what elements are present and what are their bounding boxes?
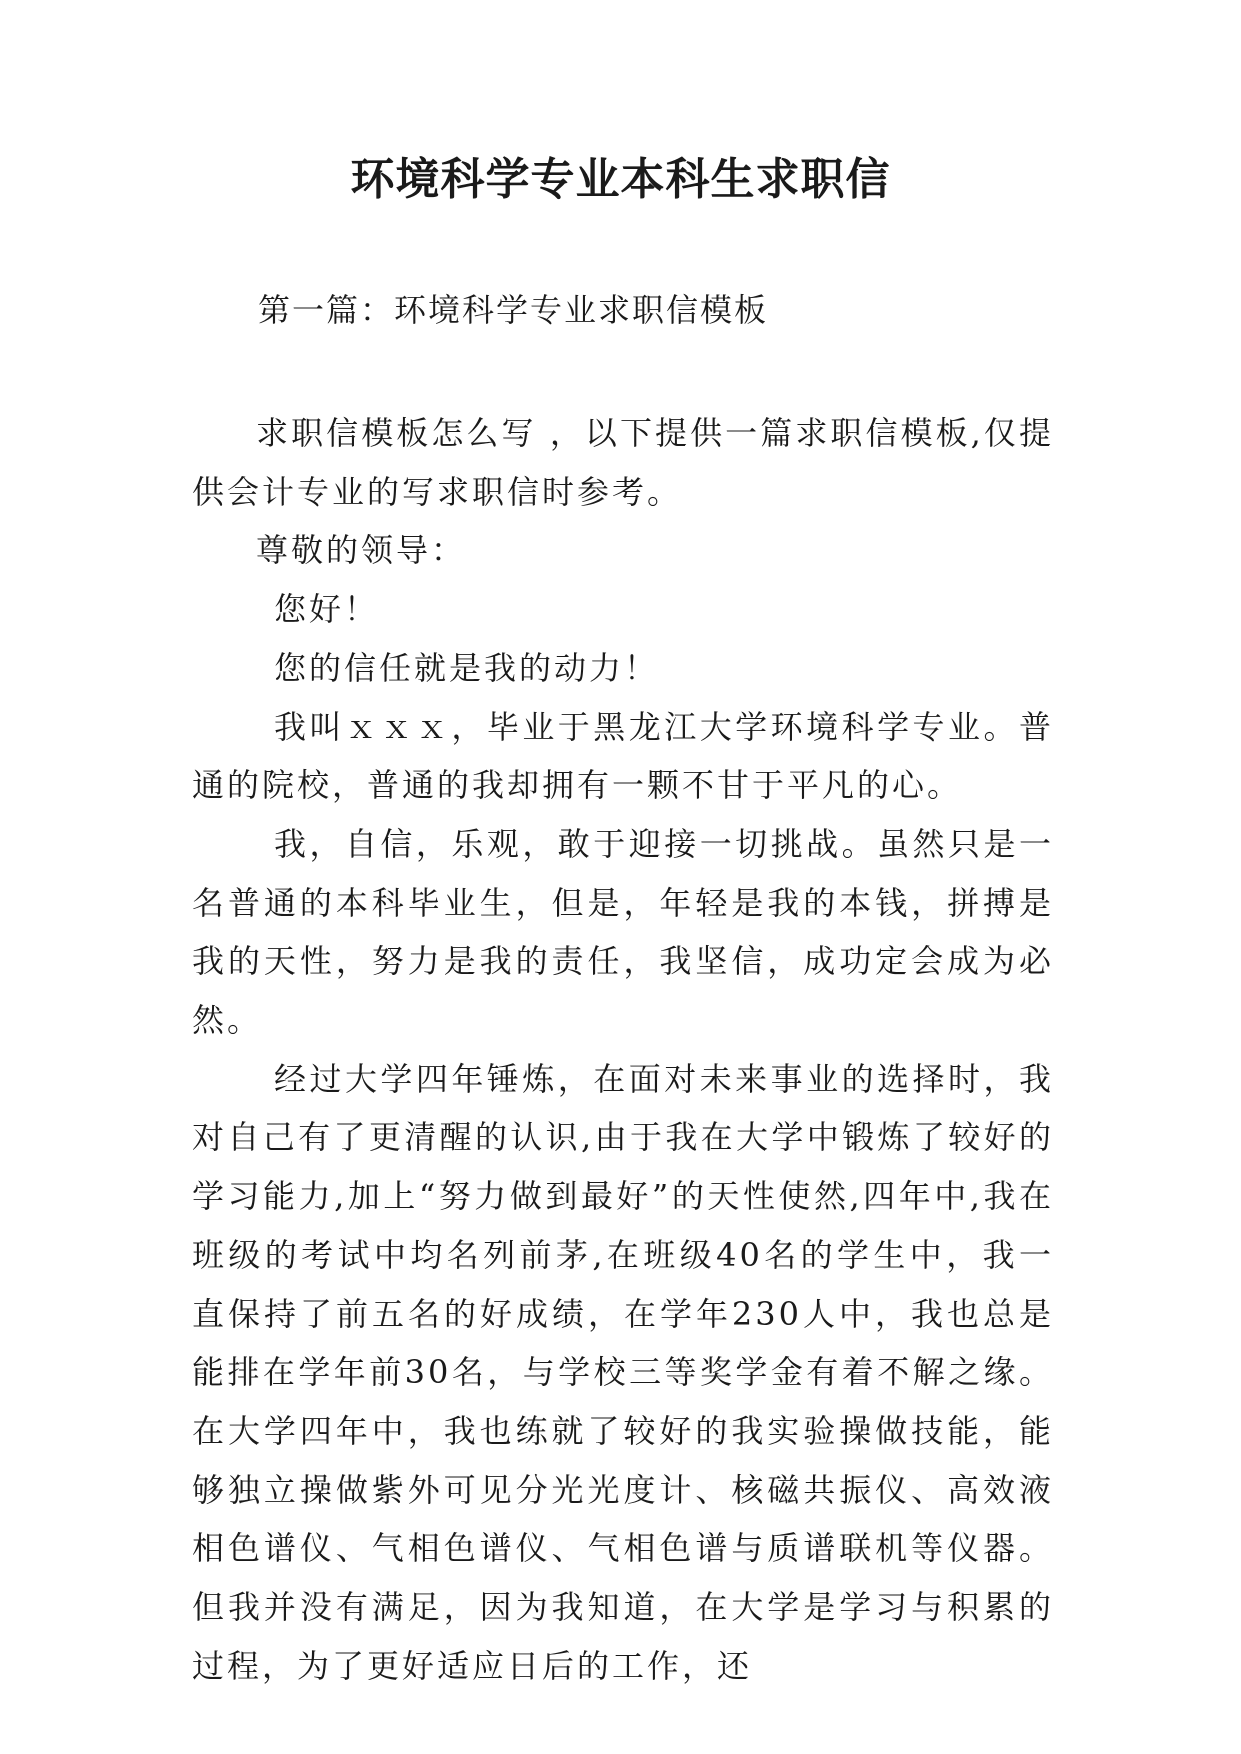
personality-paragraph: 我，自信，乐观，敢于迎接一切挑战。虽然只是一名普通的本科毕业生，但是，年轻是我的本钱，拼搏是我的天性，努力是我的责任，我坚信，成功定会成为必然。 xyxy=(192,824,1054,1040)
experience-paragraph: 经过大学四年锤炼，在面对未来事业的选择时，我对自己有了更清醒的认识,由于我在大学中锻炼了较好的学习能力,加上“努力做到最好”的天性使然,四年中,我在班级的考试中均名列前茅,在班级40名的学生中，我一直保持了前五名的好成绩，在学年230人中，我也总是能排在学年前30名，与学校三等奖学金有着不解之缘。在大学四年中，我也练就了较好的我实验操做技能，能够独立操做紫外可见分光光度计、核磁共振仪、高效液相色谱仪、气相色谱仪、气相色谱与质谱联机等仪器。但我并没有满足，因为我知道，在大学是学习与积累的过程，为了更好适应日后的工作，还 xyxy=(192,1059,1054,1685)
self-introduction-paragraph: 我叫ｘｘｘ，毕业于黑龙江大学环境科学专业。普通的院校，普通的我却拥有一颗不甘于平凡的心。 xyxy=(192,707,1054,805)
motto-line: 您的信任就是我的动力！ xyxy=(274,648,660,687)
document-title: 环境科学专业本科生求职信 xyxy=(350,154,891,205)
section-heading: 第一篇：环境科学专业求职信模板 xyxy=(258,291,769,329)
letter-body xyxy=(192,404,1054,1695)
salutation: 尊敬的领导： xyxy=(256,531,467,570)
intro-paragraph: 求职信模板怎么写 ，以下提供一篇求职信模板,仅提供会计专业的写求职信时参考。 xyxy=(192,414,1054,511)
greeting: 您好！ xyxy=(274,590,380,629)
